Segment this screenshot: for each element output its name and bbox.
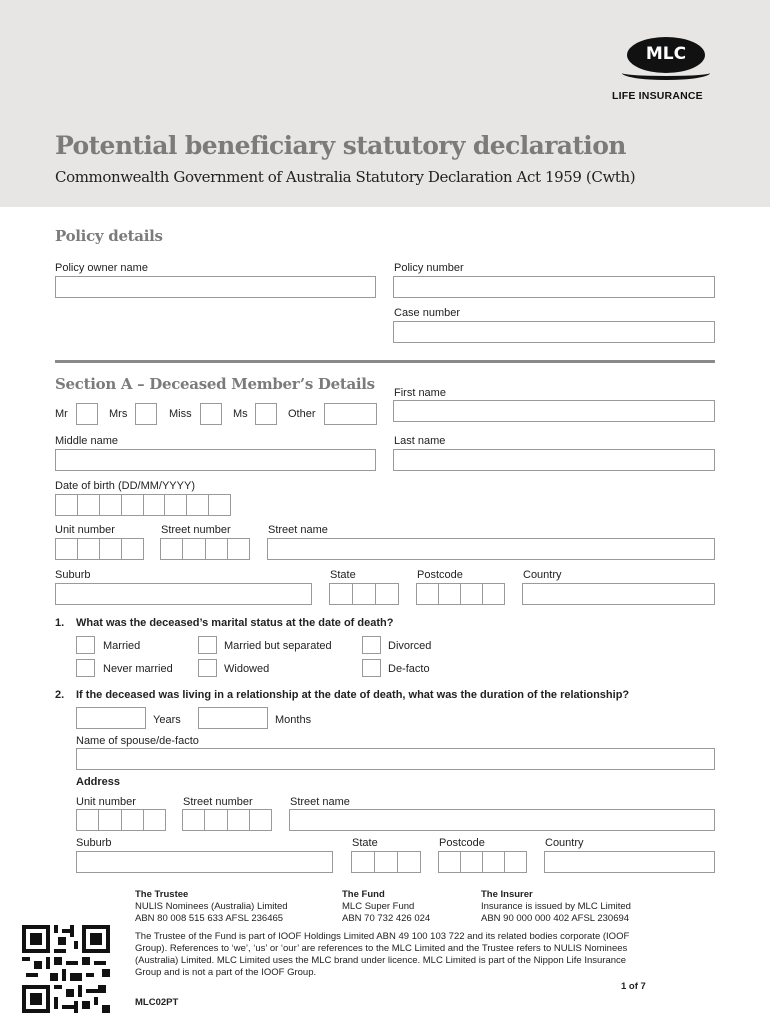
de-facto-label: De-facto <box>388 663 430 675</box>
spouse-label: Name of spouse/de-facto <box>76 735 199 747</box>
q2-text: If the deceased was living in a relationship at the date of death, what was the duration of the relationship? <box>76 689 630 701</box>
policy-number-label: Policy number <box>394 262 464 274</box>
spouse-street-name-field[interactable] <box>289 809 715 831</box>
spouse-suburb-label: Suburb <box>76 837 112 849</box>
insurer-line1: Insurance is issued by MLC Limited <box>481 901 631 912</box>
title-other-label: Other <box>288 408 316 420</box>
insurer-title: The Insurer <box>481 889 533 900</box>
spouse-country-field[interactable] <box>544 851 715 873</box>
street-name-label: Street name <box>268 524 328 536</box>
de-facto-checkbox[interactable] <box>362 659 381 677</box>
title-mr-checkbox[interactable] <box>76 403 98 425</box>
never-married-checkbox[interactable] <box>76 659 95 677</box>
trustee-line2: ABN 80 008 515 633 AFSL 236465 <box>135 913 284 924</box>
title-mrs-label: Mrs <box>109 408 128 420</box>
married-checkbox[interactable] <box>76 636 95 654</box>
q1-text: What was the deceased’s marital status at the date of death? <box>76 617 394 629</box>
spouse-state-label: State <box>352 837 378 849</box>
widowed-label: Widowed <box>224 663 270 675</box>
page-number: 1 of 7 <box>621 981 646 992</box>
logo-subtitle: LIFE INSURANCE <box>612 90 703 102</box>
street-name-field[interactable] <box>267 538 715 560</box>
case-number-label: Case number <box>394 307 461 319</box>
first-name-field[interactable] <box>393 400 715 422</box>
policy-number-field[interactable] <box>393 276 715 298</box>
months-label: Months <box>275 714 312 726</box>
disclaimer-text: The Trustee of the Fund is part of IOOF Holdings Limited ABN 49 100 103 722 and its related bodies corporate (IOOF Group). References to ‘we’, ‘us’ or ‘our’ are references to the MLC Limited and the Trustee refers to NULIS Nominees (Australia) Limited. MLC Limited uses the MLC brand under licence. MLC Limited is part of the Nippon Life Insurance Group and is not a part of the IOOF Group. <box>135 931 630 978</box>
title-miss-label: Miss <box>169 408 192 420</box>
logo-text: MLC <box>645 44 687 64</box>
spouse-postcode-field[interactable] <box>438 851 527 873</box>
spouse-postcode-label: Postcode <box>439 837 485 849</box>
spouse-country-label: Country <box>545 837 584 849</box>
middle-name-label: Middle name <box>55 435 118 447</box>
fund-line2: ABN 70 732 426 024 <box>342 913 431 924</box>
married-separated-checkbox[interactable] <box>198 636 217 654</box>
title-other-field[interactable] <box>324 403 377 425</box>
section-a-heading: Section A – Deceased Member’s Details <box>55 375 375 393</box>
months-field[interactable] <box>198 707 268 729</box>
section-divider <box>55 360 715 363</box>
policy-owner-field[interactable] <box>55 276 376 298</box>
divorced-label: Divorced <box>388 640 432 652</box>
spouse-state-field[interactable] <box>351 851 421 873</box>
unit-number-field[interactable] <box>55 538 144 560</box>
dob-label: Date of birth (DD/MM/YYYY) <box>55 480 195 492</box>
title-miss-checkbox[interactable] <box>200 403 222 425</box>
insurer-line2: ABN 90 000 000 402 AFSL 230694 <box>481 913 630 924</box>
case-number-field[interactable] <box>393 321 715 343</box>
spouse-unit-label: Unit number <box>76 796 136 808</box>
street-number-label: Street number <box>161 524 231 536</box>
logo-ring <box>622 66 710 80</box>
dob-field[interactable] <box>55 494 231 516</box>
policy-heading: Policy details <box>55 227 163 245</box>
years-label: Years <box>153 714 181 726</box>
spouse-suburb-field[interactable] <box>76 851 333 873</box>
spouse-street-number-label: Street number <box>183 796 253 808</box>
page-subtitle: Commonwealth Government of Australia Statutory Declaration Act 1959 (Cwth) <box>55 168 636 186</box>
spouse-street-name-label: Street name <box>290 796 350 808</box>
suburb-label: Suburb <box>55 569 91 581</box>
last-name-field[interactable] <box>393 449 715 471</box>
title-mrs-checkbox[interactable] <box>135 403 157 425</box>
qr-code-icon <box>22 925 110 1013</box>
title-ms-label: Ms <box>233 408 248 420</box>
form-code: MLC02PT <box>135 997 179 1008</box>
fund-title: The Fund <box>342 889 385 900</box>
state-label: State <box>330 569 356 581</box>
country-field[interactable] <box>522 583 715 605</box>
page-title: Potential beneficiary statutory declaration <box>55 131 626 160</box>
state-field[interactable] <box>329 583 399 605</box>
spouse-street-number-field[interactable] <box>182 809 272 831</box>
unit-number-label: Unit number <box>55 524 115 536</box>
street-number-field[interactable] <box>160 538 250 560</box>
title-mr-label: Mr <box>55 408 68 420</box>
q1-number: 1. <box>55 617 65 629</box>
years-field[interactable] <box>76 707 146 729</box>
spouse-unit-field[interactable] <box>76 809 166 831</box>
last-name-label: Last name <box>394 435 446 447</box>
title-ms-checkbox[interactable] <box>255 403 277 425</box>
never-married-label: Never married <box>103 663 173 675</box>
fund-line1: MLC Super Fund <box>342 901 415 912</box>
postcode-field[interactable] <box>416 583 505 605</box>
married-label: Married <box>103 640 141 652</box>
middle-name-field[interactable] <box>55 449 376 471</box>
suburb-field[interactable] <box>55 583 312 605</box>
married-separated-label: Married but separated <box>224 640 332 652</box>
trustee-line1: NULIS Nominees (Australia) Limited <box>135 901 288 912</box>
postcode-label: Postcode <box>417 569 463 581</box>
address-heading: Address <box>76 776 121 788</box>
divorced-checkbox[interactable] <box>362 636 381 654</box>
country-label: Country <box>523 569 562 581</box>
q2-number: 2. <box>55 689 65 701</box>
widowed-checkbox[interactable] <box>198 659 217 677</box>
spouse-field[interactable] <box>76 748 715 770</box>
policy-owner-label: Policy owner name <box>55 262 148 274</box>
first-name-label: First name <box>394 387 446 399</box>
trustee-title: The Trustee <box>135 889 189 900</box>
